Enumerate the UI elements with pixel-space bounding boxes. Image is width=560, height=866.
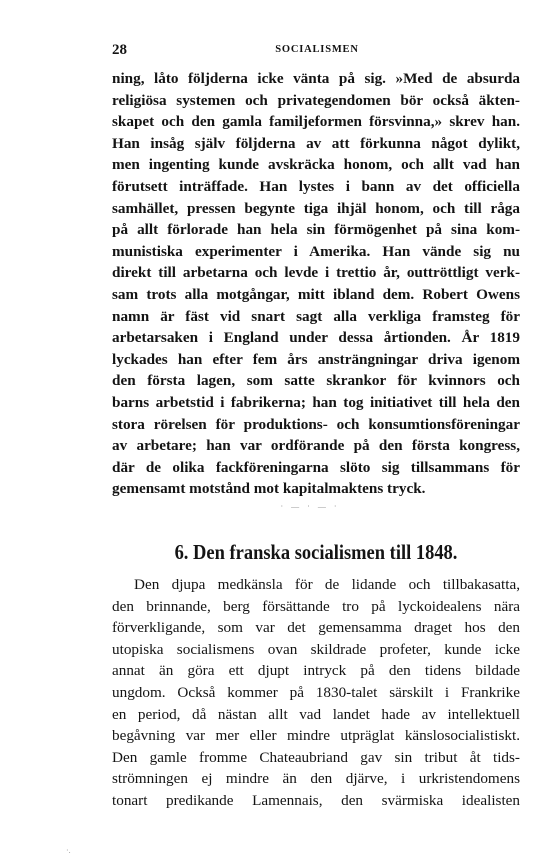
- text-line: strömningen ej mindre än den djärve, i urkristendomens: [112, 770, 520, 788]
- text-line: av arbetare; han var ordförande på den första kongress,: [112, 437, 520, 455]
- text-line: annat än göra ett djupt intryck på den tidens bildade: [112, 662, 520, 680]
- text-line: munistiska experimenter i Amerika. Han vände sig nu: [112, 242, 520, 260]
- text-line: sam trots alla motgångar, mitt ibland dem. Robert Owens: [112, 285, 520, 303]
- text-line: direkt till arbetarna och levde i trettio år, outtröttligt verk-: [112, 264, 520, 282]
- text-line: den brinnande, berg försättande tro på lyckoidealens nära: [112, 597, 520, 615]
- scan-mark: ·.: [66, 846, 71, 855]
- text-line: förverkligande, som var det gemensamma draget hos den: [112, 619, 520, 637]
- text-line: samhället, pressen begynte tiga ihjäl honom, och till råga: [112, 199, 520, 217]
- paragraph-continued: [112, 68, 520, 500]
- page-number: 28: [112, 42, 127, 58]
- text-line: Han insåg själv följderna av att förkunna något dylikt,: [112, 134, 520, 152]
- section-heading: 6. Den franska socialismen till 1848.: [174, 540, 458, 564]
- text-line: lyckades han efter fem års ansträngningar driva igenom: [112, 350, 520, 368]
- running-head: SOCIALISMEN: [275, 44, 359, 55]
- text-line: ungdom. Också kommer på 1830-talet särskilt i Frankrike: [112, 683, 520, 701]
- text-line: en period, då nästan allt vad landet hade av intellektuell: [112, 705, 520, 723]
- text-line: på allt förlorade han hela sin förmögenhet på sina kom-: [112, 221, 520, 239]
- text-line: den första lagen, som satte skrankor för kvinnors och: [112, 372, 520, 390]
- text-line: arbetarsaken i England under dessa årtionden. År 1819: [112, 329, 520, 347]
- page-header: [112, 42, 522, 62]
- text-line: tonart predikande Lamennais, den svärmiska idealisten: [112, 791, 520, 809]
- text-line: barns arbetstid i fabrikerna; han tog initiativet till hela den: [112, 393, 520, 411]
- text-line: förutsett inträffade. Han lystes i bann av det officiella: [112, 177, 520, 195]
- text-line: religiösa systemen och privategendomen bör också äkten-: [112, 91, 520, 109]
- text-line: men ingenting kunde avskräcka honom, och allt vad han: [112, 156, 520, 174]
- text-line: Den djupa medkänsla för de lidande och tillbakasatta,: [134, 576, 520, 593]
- text-line: utopiska socialismens ovan skildrade profeter, kunde icke: [112, 640, 520, 658]
- text-line: ning, låto följderna icke vänta på sig. »Med de absurda: [112, 70, 520, 87]
- paragraph: [112, 574, 520, 812]
- text-line: där de olika fackföreningarna slöto sig tillsammans för: [112, 458, 520, 476]
- text-line: begåvning var mer eller mindre utpräglat känslosocialistiskt.: [112, 727, 520, 745]
- section-divider: · — · — ·: [280, 502, 340, 511]
- text-line: namn är fäst vid snart sagt alla verkliga framsteg för: [112, 307, 520, 325]
- text-line: gemensamt motstånd mot kapitalmaktens tryck.: [112, 480, 426, 498]
- text-line: skapet och den gamla familjeformen försvinna,» skrev han.: [112, 113, 520, 131]
- text-line: Den gamle fromme Chateaubriand gav sin tribut åt tids-: [112, 748, 520, 766]
- text-line: stora rörelsen för produktions- och konsumtionsföreningar: [112, 415, 520, 433]
